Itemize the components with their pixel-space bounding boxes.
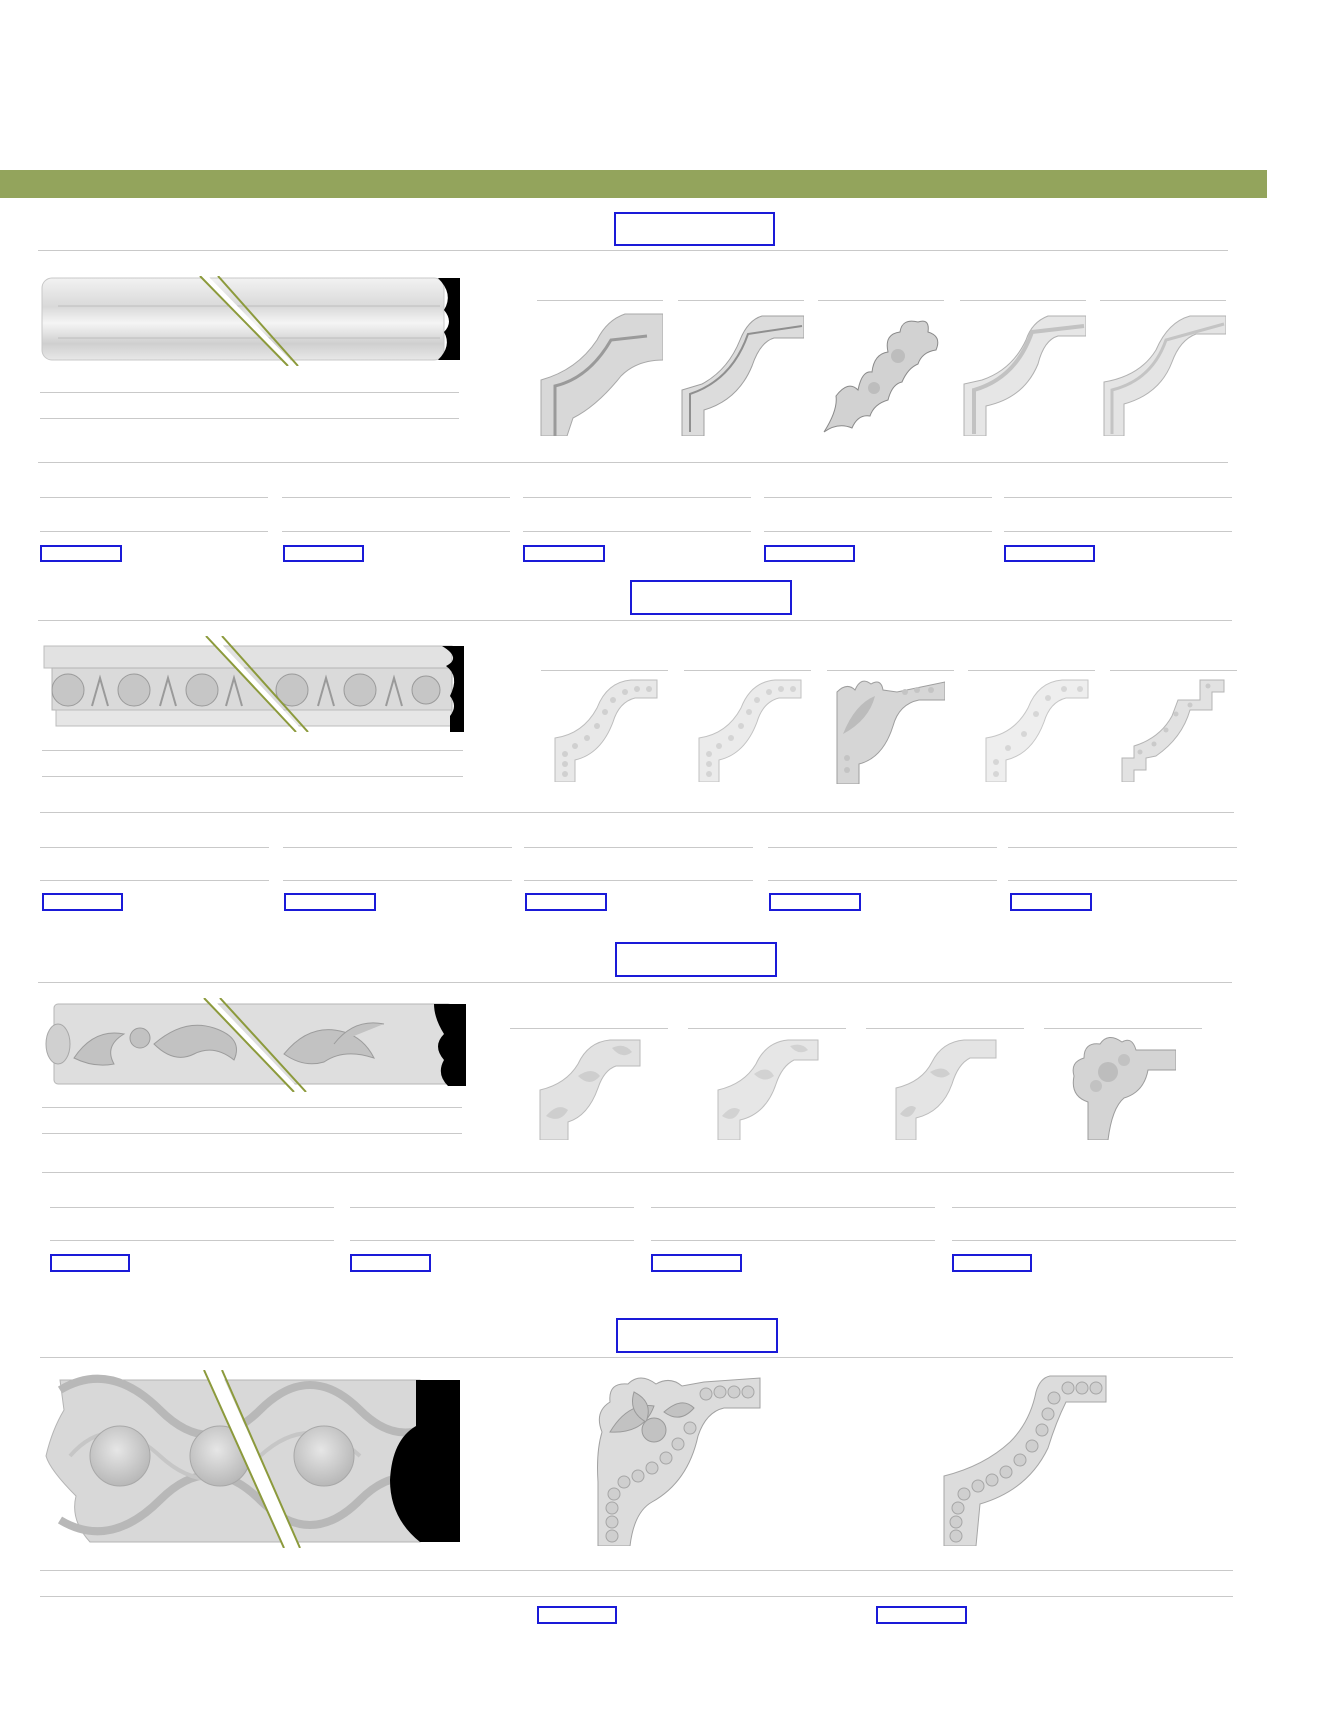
corner-line (1110, 670, 1237, 671)
section-4-divider-1 (40, 1570, 1233, 1571)
section-1-divider-top (38, 250, 1228, 251)
item-line (283, 880, 512, 881)
leaf-beaded-corner-icon (835, 674, 945, 784)
section-1-profile-line-1 (40, 392, 459, 393)
plain-molding-profile (40, 276, 460, 366)
item-line (952, 1207, 1236, 1208)
item-link[interactable] (651, 1254, 742, 1272)
item-line (1004, 497, 1232, 498)
item-line (1004, 531, 1232, 532)
corner-line (688, 1028, 846, 1029)
item-link[interactable] (1004, 545, 1095, 562)
item-line (50, 1240, 334, 1241)
section-2-profile-line-2 (42, 776, 463, 777)
section-2-divider-mid (40, 812, 1234, 813)
corner-line (960, 300, 1086, 301)
item-line (1008, 880, 1237, 881)
corner-line (1100, 300, 1226, 301)
scroll-corner-3-icon (894, 1036, 998, 1140)
item-link[interactable] (525, 893, 607, 911)
floral-scroll-molding-profile (44, 998, 466, 1092)
plain-corner-4-icon (1100, 310, 1226, 436)
item-line (952, 1240, 1236, 1241)
item-line (350, 1207, 634, 1208)
item-line (40, 497, 268, 498)
guilloche-molding-profile (40, 1370, 460, 1548)
corner-line (1044, 1028, 1202, 1029)
beaded-corner-2-icon (697, 676, 803, 782)
item-link[interactable] (283, 545, 364, 562)
item-line (524, 847, 753, 848)
corner-line (510, 1028, 668, 1029)
item-line (523, 531, 751, 532)
item-link[interactable] (537, 1606, 617, 1624)
corner-line (968, 670, 1095, 671)
item-link[interactable] (284, 893, 376, 911)
item-link[interactable] (1010, 893, 1092, 911)
item-link[interactable] (42, 893, 123, 911)
floral-cluster-corner-icon (1068, 1032, 1176, 1140)
corner-line (684, 670, 811, 671)
corner-line (827, 670, 954, 671)
section-1-divider-mid (38, 462, 1228, 463)
section-3-title-link[interactable] (615, 942, 777, 977)
acanthus-ornament-icon (818, 310, 944, 436)
section-3-profile-line-1 (42, 1107, 462, 1108)
egg-dart-molding-profile (42, 636, 464, 732)
item-line (40, 880, 269, 881)
item-line (523, 497, 751, 498)
corner-line (818, 300, 944, 301)
item-line (651, 1240, 935, 1241)
section-4-title-link[interactable] (616, 1318, 778, 1353)
item-link[interactable] (523, 545, 605, 562)
item-link[interactable] (764, 545, 855, 562)
section-1-profile-line-2 (40, 418, 459, 419)
section-4-divider-2 (40, 1596, 1233, 1597)
item-link[interactable] (876, 1606, 967, 1624)
item-line (283, 847, 512, 848)
item-link[interactable] (350, 1254, 431, 1272)
plain-corner-2-icon (678, 310, 804, 436)
item-line (768, 847, 997, 848)
item-link[interactable] (50, 1254, 130, 1272)
header-band (0, 170, 1267, 198)
item-line (524, 880, 753, 881)
corner-line (678, 300, 804, 301)
item-line (1008, 847, 1237, 848)
beaded-corner-3-icon (984, 676, 1090, 782)
scroll-corner-2-icon (716, 1036, 820, 1140)
section-3-divider-mid (42, 1172, 1234, 1173)
corner-line (537, 300, 663, 301)
stepped-beaded-corner-icon (1120, 676, 1226, 782)
item-line (764, 531, 992, 532)
section-2-title-link[interactable] (630, 580, 792, 615)
scroll-corner-1-icon (538, 1036, 642, 1140)
section-4-divider-top (40, 1357, 1233, 1358)
item-line (764, 497, 992, 498)
corner-line (866, 1028, 1024, 1029)
plain-corner-3-icon (960, 310, 1086, 436)
section-1-title-link[interactable] (614, 212, 775, 246)
item-line (50, 1207, 334, 1208)
item-link[interactable] (40, 545, 122, 562)
item-line (282, 497, 510, 498)
plain-corner-1-icon (537, 310, 663, 436)
item-line (768, 880, 997, 881)
item-line (350, 1240, 634, 1241)
section-2-divider-top (38, 620, 1232, 621)
item-line (282, 531, 510, 532)
beaded-corner-1-icon (553, 676, 659, 782)
section-3-profile-line-2 (42, 1133, 462, 1134)
item-line (40, 847, 269, 848)
item-line (40, 531, 268, 532)
section-2-profile-line-1 (42, 750, 463, 751)
item-link[interactable] (952, 1254, 1032, 1272)
section-3-divider-top (38, 982, 1232, 983)
item-line (651, 1207, 935, 1208)
item-link[interactable] (769, 893, 861, 911)
floral-bead-corner-icon (594, 1372, 764, 1546)
bead-corner-icon (940, 1372, 1108, 1546)
corner-line (541, 670, 668, 671)
